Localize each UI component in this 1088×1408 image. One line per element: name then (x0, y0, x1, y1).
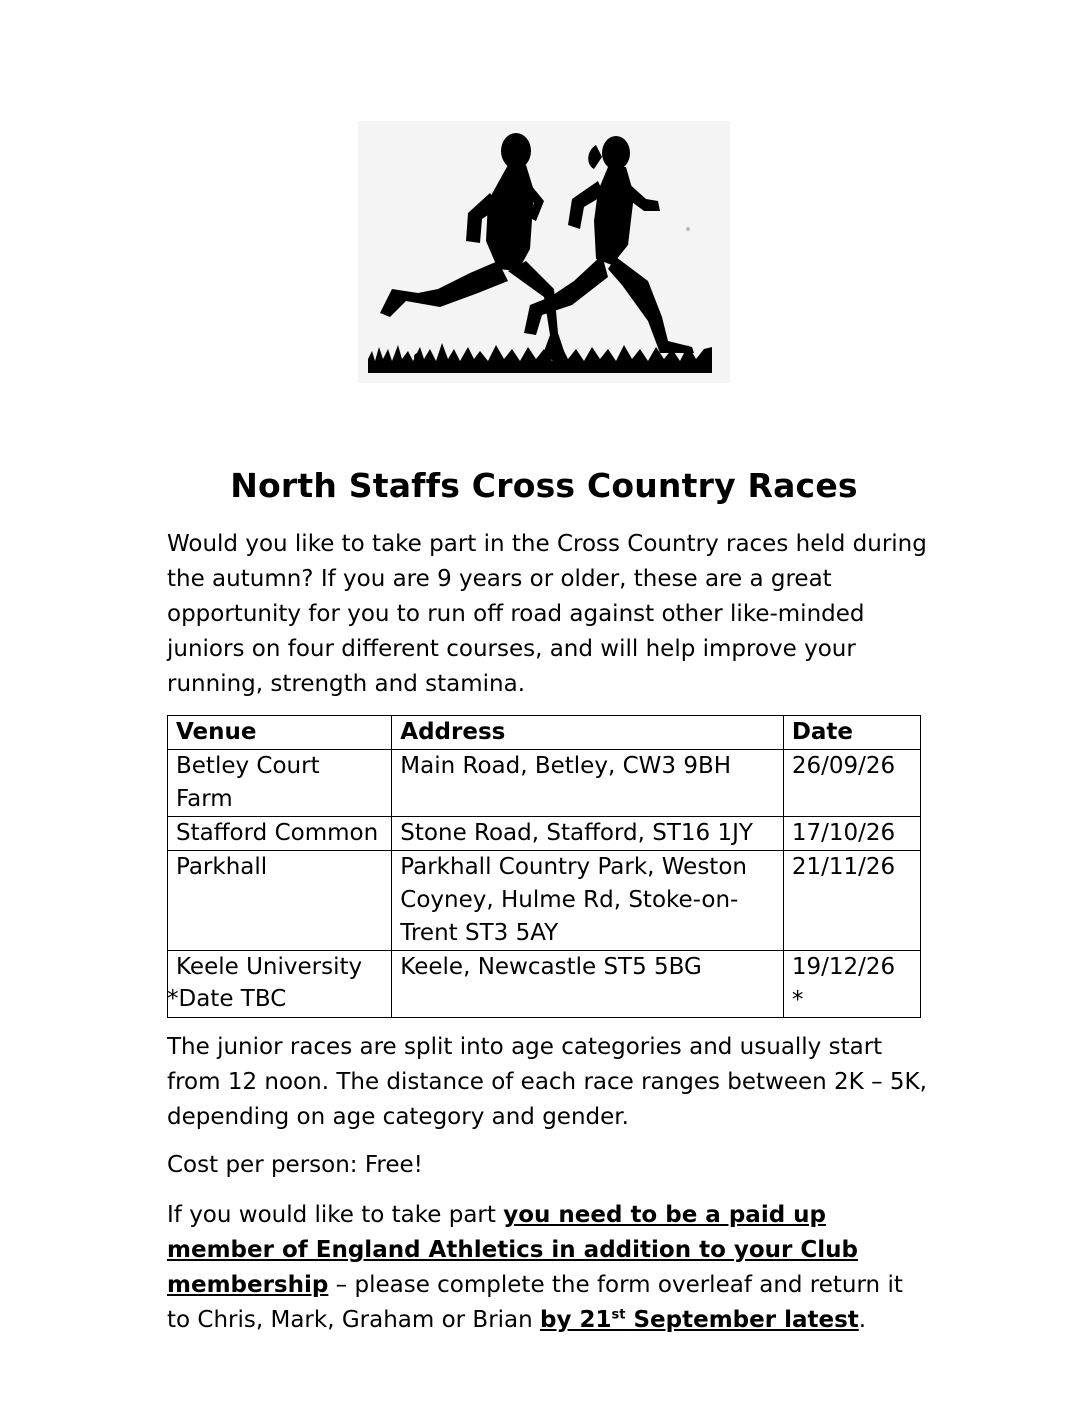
table-row (168, 817, 921, 851)
date-cell: 17/10/26 (783, 817, 920, 851)
venue-header: Venue (168, 716, 392, 750)
venue-cell: Betley Court Farm (168, 750, 392, 817)
take-part-end: . (858, 1307, 867, 1333)
address-cell: Stone Road, Stafford, ST16 1JY (392, 817, 784, 851)
take-part-paragraph (167, 1198, 927, 1338)
membership-requirement: you need to be a paid up member of England Athletics in addition to your Club membership (167, 1202, 858, 1298)
address-cell: Main Road, Betley, CW3 9BH (392, 750, 784, 817)
take-part-lead: If you would like to take part (167, 1202, 504, 1228)
deadline (540, 1307, 859, 1333)
runners-silhouette-icon (358, 121, 730, 383)
footnote: *Date TBC (167, 986, 287, 1012)
table-row (168, 851, 921, 951)
date-cell: 19/12/26 * (783, 951, 920, 1018)
table-header-row (168, 716, 921, 750)
address-cell: Keele, Newcastle ST5 5BG (392, 951, 784, 1018)
deadline-superscript: st (611, 1307, 626, 1323)
date-cell: 26/09/26 (783, 750, 920, 817)
page-title: North Staffs Cross Country Races (230, 466, 858, 505)
deadline-suffix: September latest (625, 1307, 859, 1333)
intro-paragraph: Would you like to take part in the Cross Country races held during the autumn? If you are 9 years or older, these are a great opportunity for you to run off road against other like-minded juniors on four different courses, and will help improve your running, strength and stamina. (167, 531, 927, 697)
runners-image (358, 121, 730, 383)
venue-cell: Keele University (168, 951, 392, 1018)
deadline-prefix: by 21 (540, 1307, 612, 1333)
junior-races-paragraph: The junior races are split into age categories and usually start from 12 noon. The distance of each race ranges between 2K – 5K, depending on age category and gender. (167, 1034, 927, 1130)
venue-cell: Parkhall (168, 851, 392, 951)
date-header: Date (783, 716, 920, 750)
races-table (167, 715, 921, 1018)
address-cell: Parkhall Country Park, Weston Coyney, Hulme Rd, Stoke-on-Trent ST3 5AY (392, 851, 784, 951)
venue-cell: Stafford Common (168, 817, 392, 851)
date-cell: 21/11/26 (783, 851, 920, 951)
cost-text: Cost per person: Free! (167, 1152, 423, 1178)
address-header: Address (392, 716, 784, 750)
table-row (168, 750, 921, 817)
take-part-instructions: – please complete the form overleaf and return it to Chris, Mark, Graham or Brian (167, 1272, 903, 1333)
